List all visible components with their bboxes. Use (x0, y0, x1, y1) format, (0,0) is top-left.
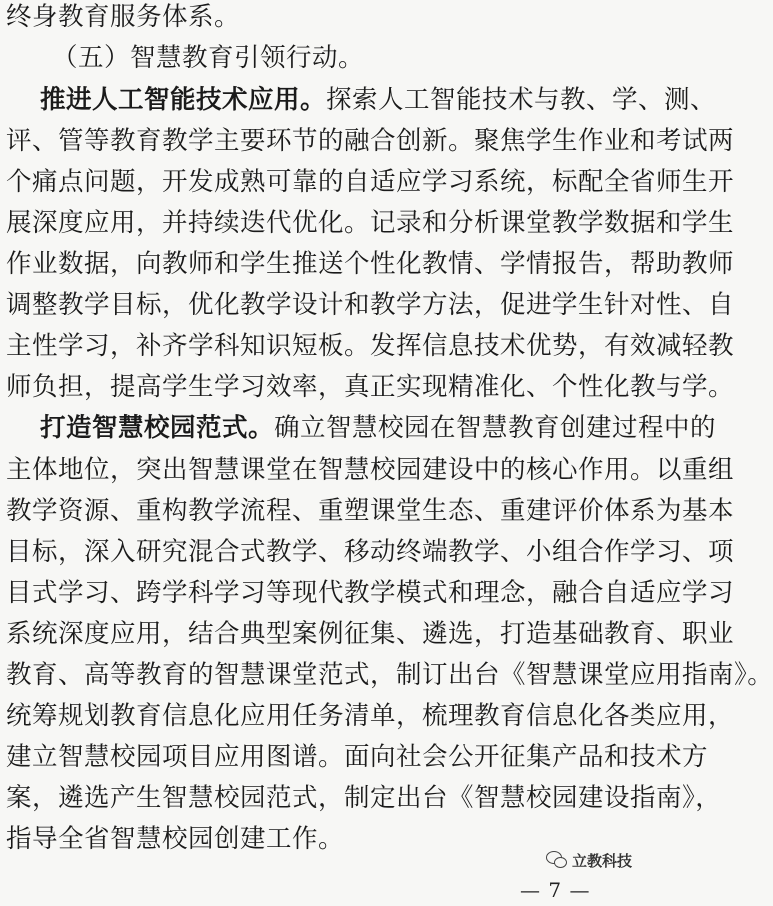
watermark-text: 立教科技 (571, 851, 632, 870)
paragraph-2-line-6: 系统深度应用，结合典型案例征集、遴选，打造基础教育、职业 (6, 619, 735, 649)
watermark (546, 848, 632, 872)
paragraph-1-line-1: 推进人工智能技术应用。探索人工智能技术与教、学、测、 (40, 85, 717, 115)
paragraph-2-line-11: 指导全省智慧校园创建工作。 (6, 824, 345, 854)
paragraph-2-line-3: 教学资源、重构教学流程、重塑课堂生态、重建评价体系为基本 (6, 496, 735, 526)
paragraph-2-line-10: 案，遴选产生智慧校园范式，制定出台《智慧校园建设指南》， (6, 783, 722, 813)
paragraph-1-line-2: 评、管等教育教学主要环节的融合创新。聚焦学生作业和考试两 (6, 126, 735, 156)
paragraph-2-line-7: 教育、高等教育的智慧课堂范式，制订出台《智慧课堂应用指南》。 (6, 660, 773, 690)
text-line-1: 终身教育服务体系。 (6, 2, 241, 32)
paragraph-2-line-8: 统筹规划教育信息化应用任务清单，梳理教育信息化各类应用， (6, 701, 735, 731)
paragraph-2-line-1: 打造智慧校园范式。确立智慧校园在智慧教育创建过程中的 (40, 413, 717, 443)
paragraph-1-line-3: 个痛点问题，开发成熟可靠的自适应学习系统，标配全省师生开 (6, 167, 735, 197)
paragraph-2-line-5: 目式学习、跨学科学习等现代教学模式和理念，融合自适应学习 (6, 578, 735, 608)
paragraph-2-line-4: 目标，深入研究混合式教学、移动终端教学、小组合作学习、项 (6, 537, 735, 567)
paragraph-1-line-8: 师负担，提高学生学习效率，真正实现精准化、个性化教与学。 (6, 372, 735, 402)
paragraph-1-line-4: 展深度应用，并持续迭代优化。记录和分析课堂教学数据和学生 (6, 208, 735, 238)
section-heading: （五）智慧教育引领行动。 (52, 43, 365, 73)
paragraph-1-line-5: 作业数据，向教师和学生推送个性化教情、学情报告，帮助教师 (6, 249, 735, 279)
paragraph-heading-ai: 推进人工智能技术应用。 (40, 85, 327, 115)
paragraph-heading-campus: 打造智慧校园范式。 (40, 413, 275, 443)
paragraph-1-line-7: 主性学习，补齐学科知识短板。发挥信息技术优势，有效减轻教 (6, 331, 735, 361)
page-number: — 7 — (520, 878, 591, 902)
wechat-icon (546, 851, 568, 869)
paragraph-1-line-6: 调整教学目标，优化教学设计和教学方法，促进学生针对性、自 (6, 290, 735, 320)
paragraph-2-line-9: 建立智慧校园项目应用图谱。面向社会公开征集产品和技术方 (6, 742, 709, 772)
paragraph-2-line-2: 主体地位，突出智慧课堂在智慧校园建设中的核心作用。以重组 (6, 455, 735, 485)
